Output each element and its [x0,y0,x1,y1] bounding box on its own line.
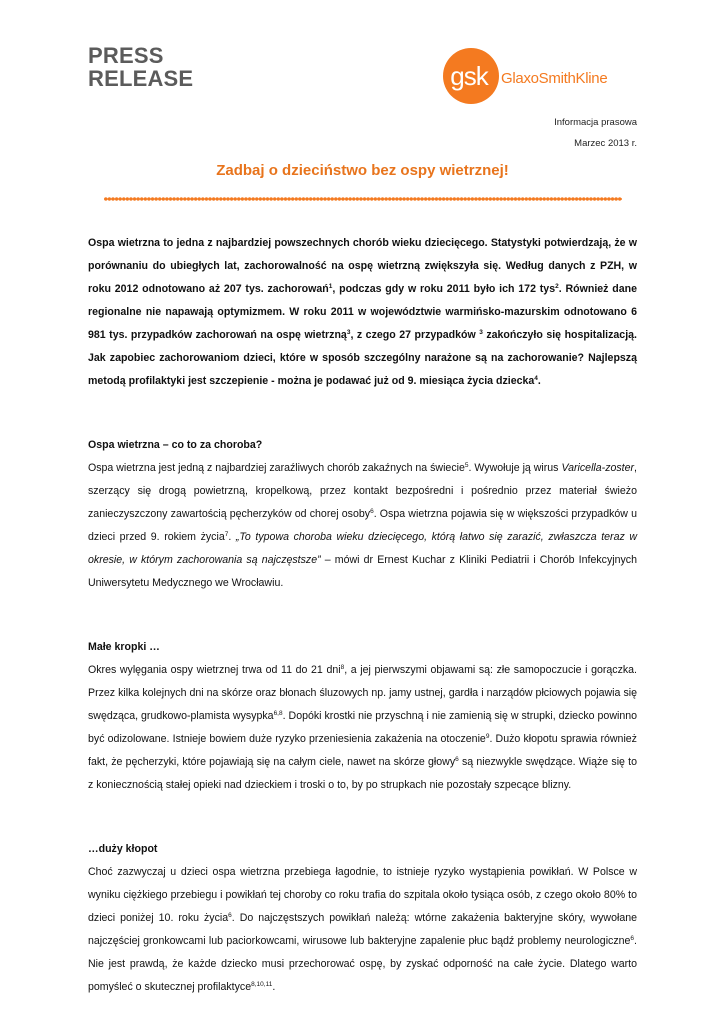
press-release-label [88,44,193,90]
text-run: . Ospa wietrzna pojawia się w większości przypadków u dzieci przed 9. rokiem życia [88,508,638,543]
footnote-ref: 6 [455,756,459,763]
section-paragraph-1 [88,457,637,595]
section-heading-3: …duży kłopot [88,843,158,855]
footnote-ref: 3 [479,329,483,336]
footnote-ref: 8 [340,664,345,671]
press-release-line-1: PRESS [88,43,164,68]
text-run: . Również dane regionalne nie napawają optymizmem. W roku 2011 w województwie warmińsko-mazurskim odnotowano 6 981 tys. przypadków zachorowań na ospę wietrzną [88,283,637,341]
text-run: . Do najczęstszych powikłań należą: wtórne zakażenia bakteryjne skóry, wywołane najczęściej gronkowcami lub paciorkowcami, wirusowe lub bakteryjne zapalenie płuc bądź problemy neurologiczne [88,912,637,947]
footnote-ref: 6 [370,508,374,515]
document-date: Marzec 2013 r. [574,138,637,149]
gsk-logo-company: GlaxoSmithKline [501,70,608,87]
text-run: , podczas gdy w roku 2011 było ich 172 tys [332,283,556,295]
footnote-ref: 3 [346,329,351,336]
text-run: . Nie jest prawdą, że każde dziecko musi przechorować ospę, by zyskać odporność na całe życie. Dlatego warto pomyśleć o skutecznej profilaktyce [88,935,637,993]
document-type: Informacja prasowa [554,117,637,128]
italic-text: Varicella-zoster [561,462,635,474]
lead-paragraph [88,232,637,393]
footnote-ref: 8,10,11 [251,981,273,988]
dotted-divider [104,196,622,202]
section-heading-1: Ospa wietrzna – co to za choroba? [88,439,263,451]
press-release-line-2: RELEASE [88,66,194,91]
text-run: zakończyło się hospitalizacją. Jak zapobiec zachorowaniom dzieci, które w sposób szczególny narażone są na zachorowanie? Najlepszą metodą profilaktyki jest szczepienie - można je podawać już od 9. miesiąca życia dziecka [88,329,637,387]
footnote-ref: 9 [485,733,490,740]
footnote-ref: 2 [555,283,559,290]
text-run: Choć zazwyczaj u dzieci ospa wietrzna przebiega łagodnie, to istnieje ryzyko wystąpienia powikłań. W Polsce w wyniku ciężkiego przebiegu i powikłań tej choroby co roku trafia do szpitala około tysiąca osób, z czego około 80% to dzieci poniżej 10. roku życia [88,866,637,924]
section-paragraph-3 [88,861,637,999]
italic-text: „To typowa choroba wieku dziecięcego, którą łatwo się zarazić, zwłaszcza teraz w okresie, w którym zachorowania są najczęstsze” [88,531,637,566]
footnote-ref: 5 [464,462,469,469]
text-run: . Dużo kłopotu sprawia również fakt, że pęcherzyki, które pojawiają się na całym ciele, nawet na skórze głowy [88,733,637,768]
footnote-ref: 6 [228,912,232,919]
page-title: Zadbaj o dzieciństwo bez ospy wietrznej! [216,162,509,179]
footnote-ref: 6,8 [273,710,283,717]
footnote-ref: 7 [224,531,229,538]
gsk-logo-letters: gsk [450,61,488,91]
text-run: Okres wylęgania ospy wietrznej trwa od 11 do 21 dni [88,664,341,676]
text-run: Ospa wietrzna to jedna z najbardziej powszechnych chorób wieku dziecięcego. Statystyki potwierdzają, że w porównaniu do ubiegłych lat, zachorowalność na ospę wietrzną zwiększyła się. Według danych z PZH, w roku 2012 odnotowano aż 207 tys. zachorowań [88,237,637,295]
text-run: – mówi dr Ernest Kuchar z Kliniki Pediatrii i Chorób Infekcyjnych Uniwersytetu Medycznego we Wrocławiu. [88,554,637,589]
text-run: . Wywołuje ją wirus [468,462,562,474]
footnote-ref: 1 [328,283,333,290]
text-run: . [272,981,276,993]
article-body [88,232,637,999]
text-run: Ospa wietrzna jest jedną z najbardziej zaraźliwych chorób zakaźnych na świecie [88,462,465,474]
section-heading-2: Małe kropki … [88,641,160,653]
footnote-ref: 6 [630,935,635,942]
text-run: , a jej pierwszymi objawami są: złe samopoczucie i gorączka. Przez kilka kolejnych dni na skórze oraz błonach śluzowych np. jamy ustnej, gardła i narządów płciowych pojawia się swędząca, grudkowo-plamista wysypka [88,664,637,722]
gsk-logo [440,48,640,108]
footnote-ref: 4 [534,375,538,382]
text-run: . Dopóki krostki nie przyschną i nie zamienią się w strupki, dziecko powinno być odizolowane. Istnieje bowiem duże ryzyko przeniesienia zakażenia na otoczenie [88,710,638,745]
text-run: są niezwykle swędzące. Wiąże się to z koniecznością stałej opieki nad dzieckiem i troski o to, by po strupkach nie pozostały szpecące blizny. [88,756,637,791]
text-run: . [228,531,236,543]
text-run: , z czego 27 przypadków [350,329,480,341]
text-run: . [537,375,541,387]
section-paragraph-2 [88,659,637,797]
text-run: , szerzący się drogą powietrzną, kropelkową, przez kontakt bezpośredni i pośrednio przez materiał świeżo zanieczyszczony zawartością pęcherzyków od chorej osoby [88,462,637,520]
